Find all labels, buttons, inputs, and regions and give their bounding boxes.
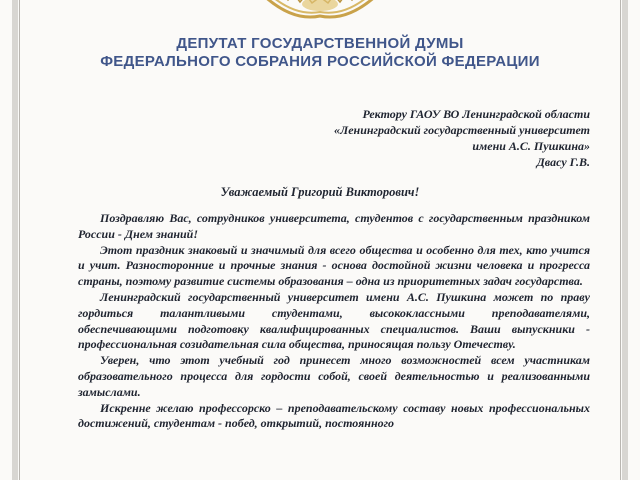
paragraph: Уверен, что этот учебный год принесет много возможностей всем участникам образовательного процесса для гордости собой, своей деятельностью и реализованными замыслами. bbox=[78, 353, 590, 399]
address-line: Ректору ГАОУ ВО Ленинградской области bbox=[362, 107, 590, 121]
address-line: имени А.С. Пушкина» bbox=[472, 139, 590, 153]
recipient-address bbox=[290, 106, 590, 170]
paragraph: Искренне желаю профессорско – преподавательскому составу новых профессиональных достижений, студентам - побед, открытий, постоянного bbox=[78, 400, 590, 431]
address-line: «Ленинградский государственный университет bbox=[333, 123, 590, 137]
paragraph: Поздравляю Вас, сотрудников университета, студентов с государственным праздником России - Днем знаний! bbox=[78, 211, 590, 241]
header-title-line2: ФЕДЕРАЛЬНОГО СОБРАНИЯ РОССИЙСКОЙ ФЕДЕРАЦИИ bbox=[100, 53, 540, 70]
paragraph: Этот праздник знаковый и значимый для всего общества и особенно для тех, кто учится и учит. Разносторонние и прочные знания - основа достойной жизни человека и прогресса страны, поэтому развитие системы образования – одна из приоритетных задач государства. bbox=[78, 242, 590, 289]
header-title-line1: ДЕПУТАТ ГОСУДАРСТВЕННОЙ ДУМЫ bbox=[176, 35, 464, 52]
letter-body bbox=[78, 211, 590, 432]
greeting: Уважаемый Григорий Викторович! bbox=[220, 185, 420, 199]
emblem-icon bbox=[252, 0, 388, 26]
paragraph: Ленинградский государственный университет имени А.С. Пушкина может по праву гордиться талантливыми студентами, высококлассными преподавателями, обеспечивающими подготовку квалифицированных специалистов. Ваши выпускники - профессиональная созидательная сила общества, приносящая пользу Отечеству. bbox=[78, 289, 590, 352]
address-line: Двасу Г.В. bbox=[536, 155, 590, 169]
